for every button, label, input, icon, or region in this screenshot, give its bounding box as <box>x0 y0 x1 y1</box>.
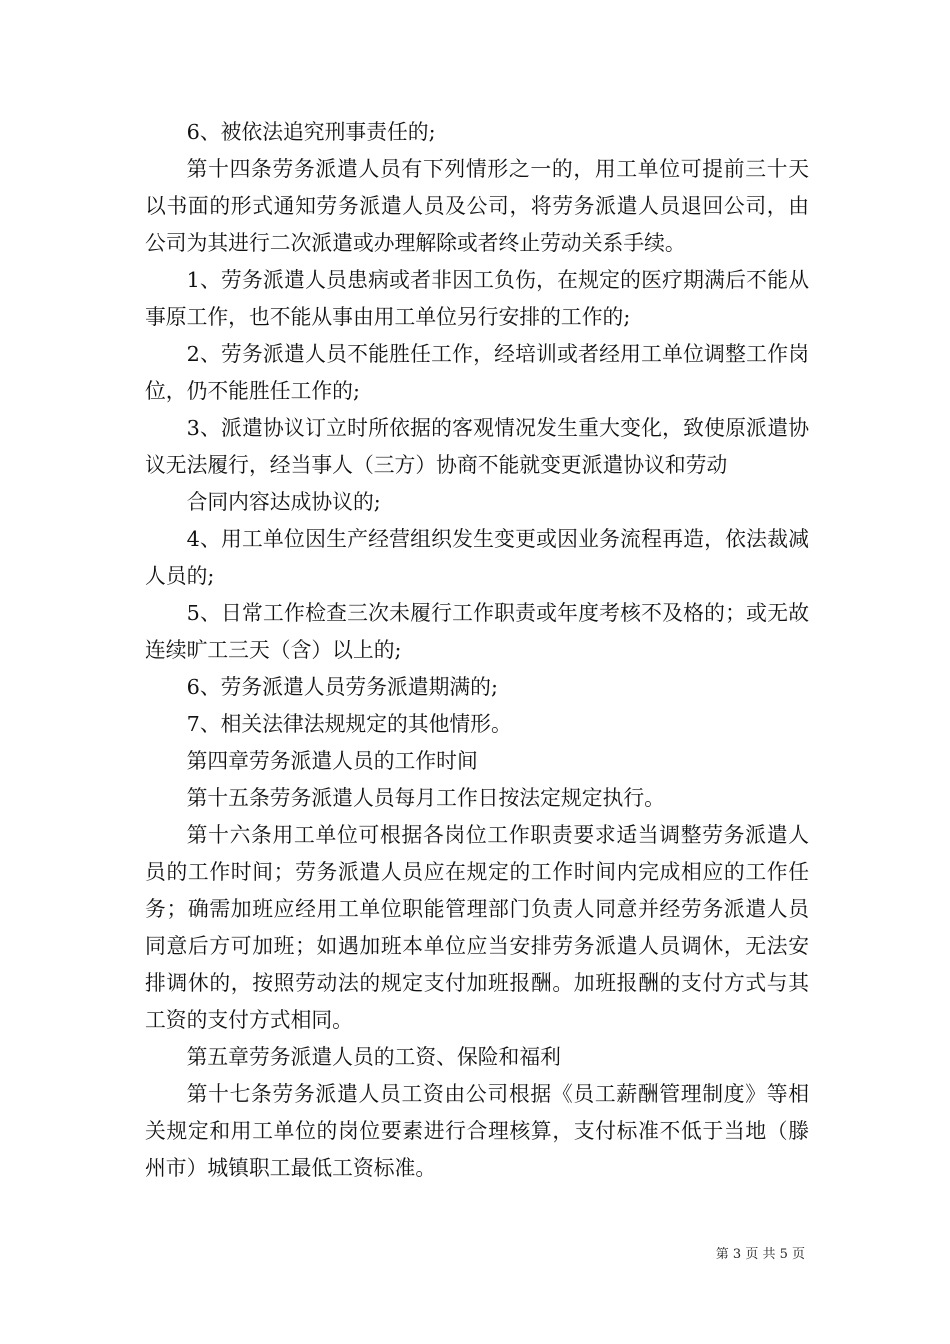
chapter-heading: 第四章劳务派遣人员的工作时间 <box>186 749 478 773</box>
document-body <box>145 114 809 1187</box>
paragraph: 第十七条劳务派遣人员工资由公司根据《员工薪酬管理制度》等相关规定和用工单位的岗位要素进行合理核算，支付标准不低于当地（滕州市）城镇职工最低工资标准。 <box>145 1082 809 1180</box>
paragraph: 7、相关法律法规规定的其他情形。 <box>186 712 512 736</box>
paragraph: 4、用工单位因生产经营组织发生变更或因业务流程再造，依法裁减人员的; <box>145 527 809 588</box>
paragraph: 6、被依法追究刑事责任的; <box>186 120 436 144</box>
paragraph: 第十六条用工单位可根据各岗位工作职责要求适当调整劳务派遣人员的工作时间；劳务派遣人员应在规定的工作时间内完成相应的工作任务；确需加班应经用工单位职能管理部门负责人同意并经劳务派遣人员同意后方可加班；如遇加班本单位应当安排劳务派遣人员调休，无法安排调休的，按照劳动法的规定支付加班报酬。加班报酬的支付方式与其工资的支付方式相同。 <box>145 823 809 1032</box>
paragraph: 第十四条劳务派遣人员有下列情形之一的，用工单位可提前三十天以书面的形式通知劳务派遣人员及公司，将劳务派遣人员退回公司，由公司为其进行二次派遣或办理解除或者终止劳动关系手续。 <box>145 157 809 255</box>
paragraph: 合同内容达成协议的; <box>186 490 381 514</box>
paragraph: 3、派遣协议订立时所依据的客观情况发生重大变化，致使原派遣协议无法履行，经当事人（三方）协商不能就变更派遣协议和劳动 <box>145 416 809 477</box>
paragraph: 第十五条劳务派遣人员每月工作日按法定规定执行。 <box>186 786 665 810</box>
paragraph: 6、劳务派遣人员劳务派遣期满的; <box>186 675 498 699</box>
page-number-footer: 第 3 页 共 5 页 <box>715 1247 805 1262</box>
paragraph: 2、劳务派遣人员不能胜任工作，经培训或者经用工单位调整工作岗位，仍不能胜任工作的; <box>145 342 809 403</box>
paragraph: 1、劳务派遣人员患病或者非因工负伤，在规定的医疗期满后不能从事原工作，也不能从事由用工单位另行安排的工作的; <box>145 268 809 329</box>
paragraph: 5、日常工作检查三次未履行工作职责或年度考核不及格的；或无故连续旷工三天（含）以上的; <box>145 601 809 662</box>
chapter-heading: 第五章劳务派遣人员的工资、保险和福利 <box>186 1045 561 1069</box>
